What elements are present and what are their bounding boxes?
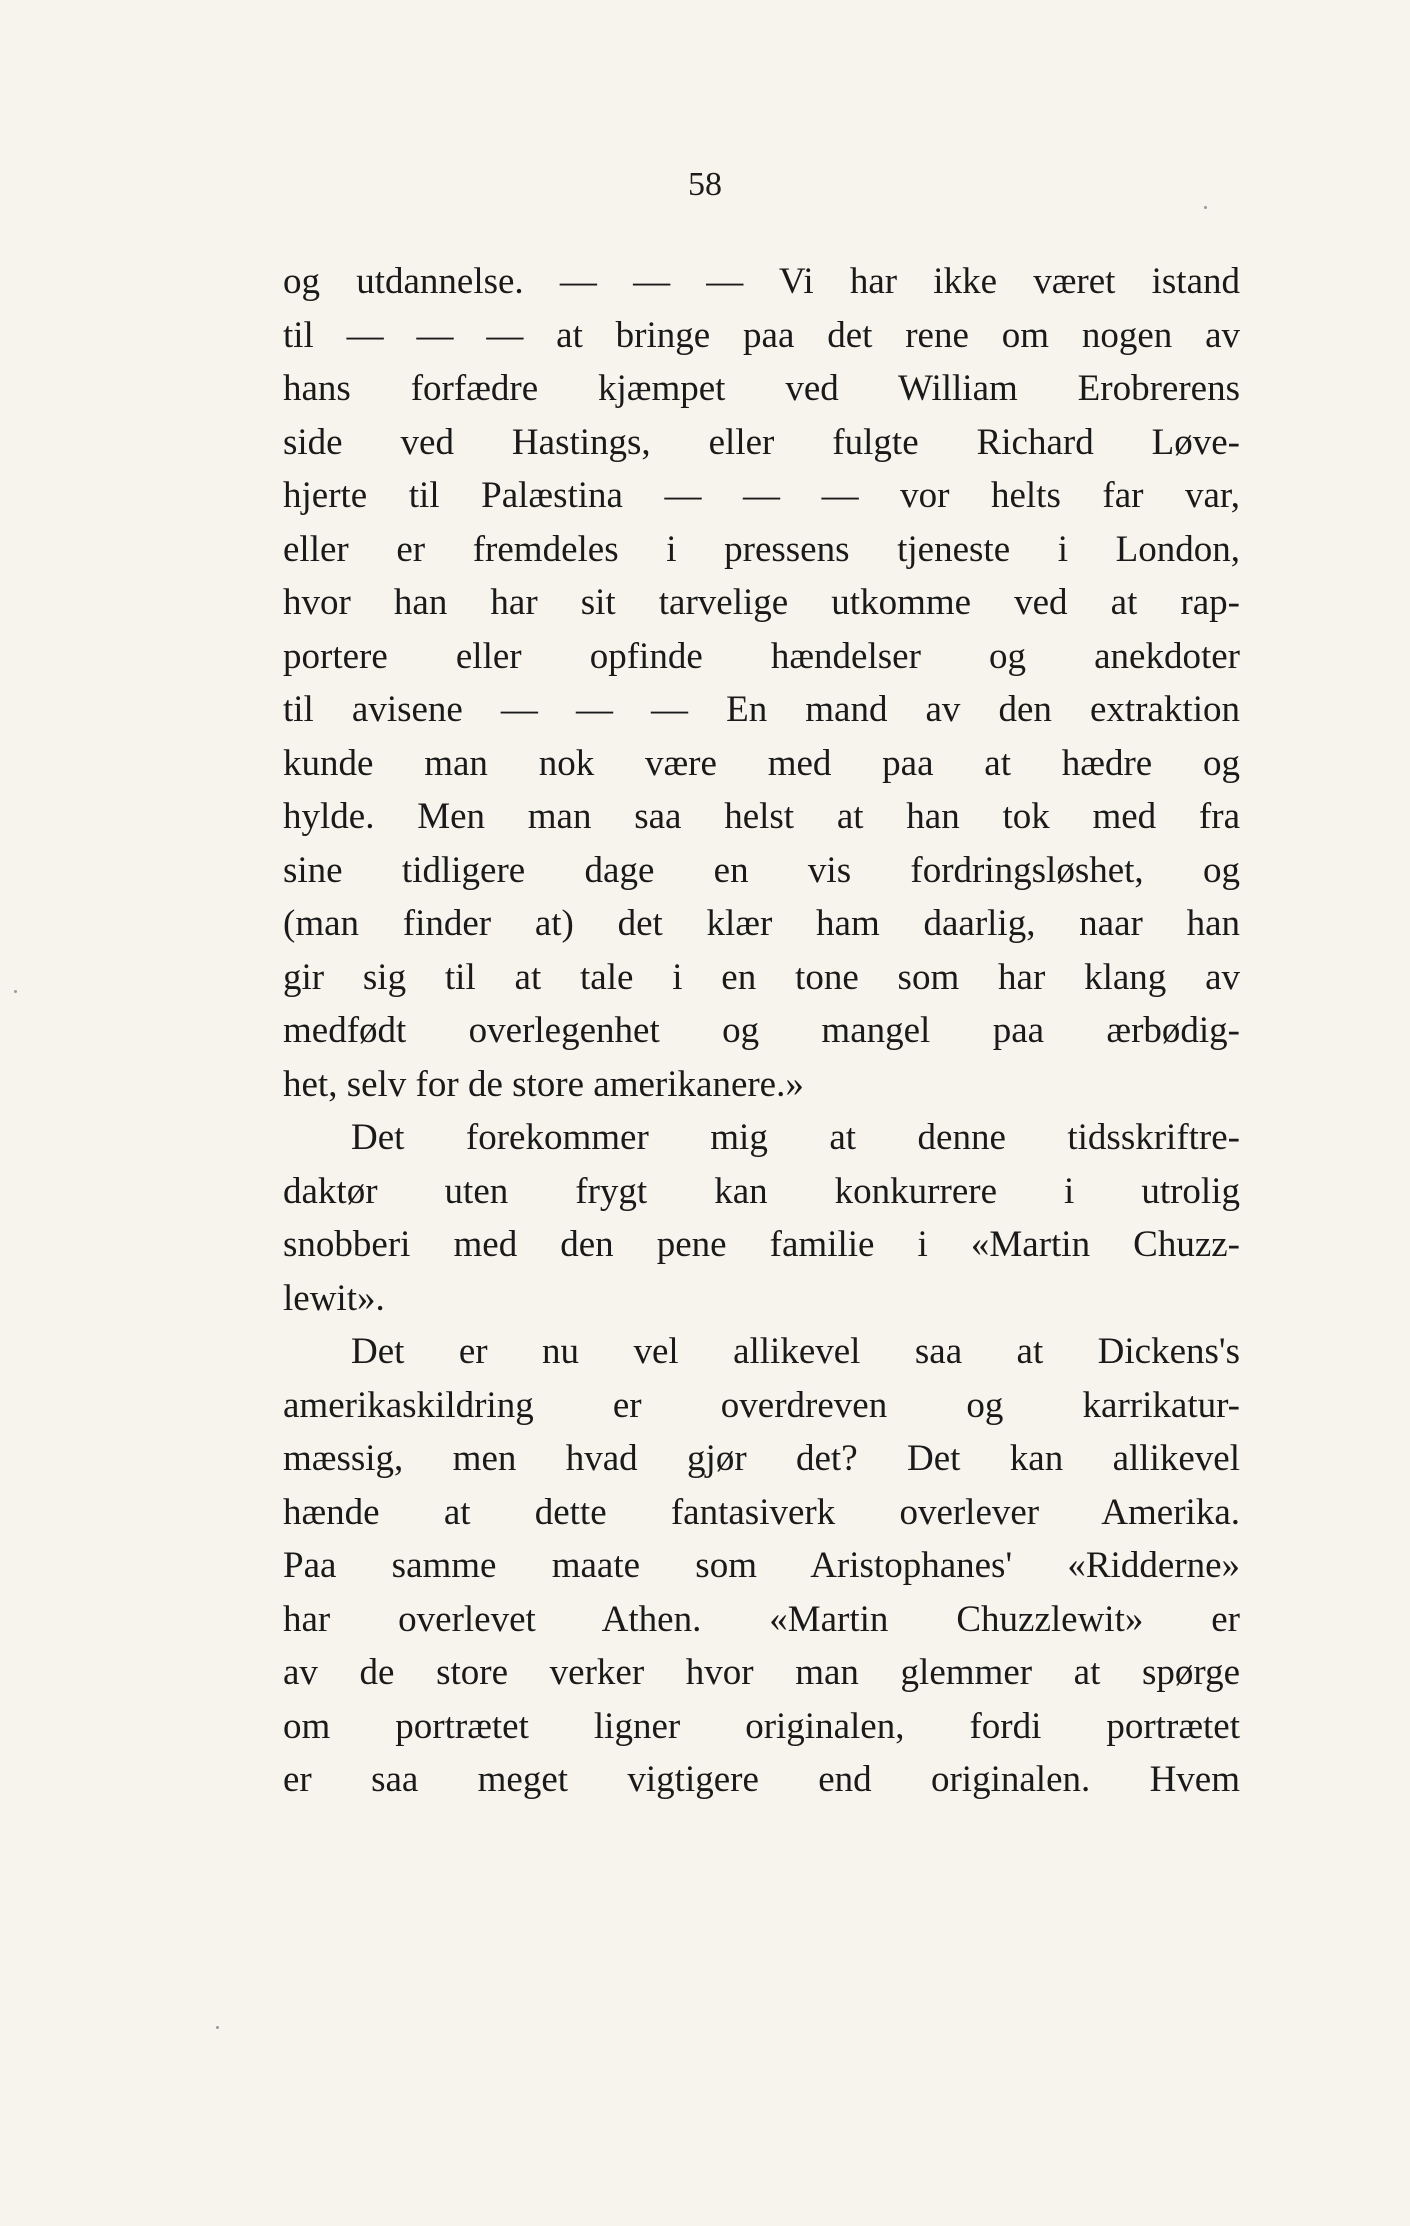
text-line: mæssig, men hvad gjør det? Det kan allikevel [283, 1438, 1240, 1479]
text-line: hænde at dette fantasiverk overlever Amerika. [283, 1491, 1240, 1533]
text-line: gir sig til at tale i en tone som har klang av [283, 956, 1240, 998]
text-line: til avisene — — — En mand av den extraktion [283, 689, 1240, 730]
text-line: medfødt overlegenhet og mangel paa ærbødig- [283, 1010, 1240, 1051]
text-line: Det forekommer mig at denne tidsskriftre- [351, 1117, 1240, 1158]
text-line: og utdannelse. — — — Vi har ikke været istand [283, 261, 1240, 302]
text-line: sine tidligere dage en vis fordringsløshet, og [283, 849, 1240, 891]
text-line: snobberi med den pene familie i «Martin Chuzz- [283, 1224, 1240, 1265]
text-line: er saa meget vigtigere end originalen. Hvem [283, 1759, 1240, 1800]
text-line: har overlevet Athen. «Martin Chuzzlewit» er [283, 1598, 1240, 1640]
text-line: eller er fremdeles i pressens tjeneste i London, [283, 528, 1240, 570]
text-line: kunde man nok være med paa at hædre og [283, 742, 1240, 784]
text-line: hylde. Men man saa helst at han tok med fra [283, 796, 1240, 837]
body-text [283, 255, 1240, 1807]
paper-speck [14, 990, 17, 993]
text-line: om portrætet ligner originalen, fordi portrætet [283, 1705, 1240, 1747]
paper-speck [216, 2026, 219, 2029]
text-line: hjerte til Palæstina — — — vor helts far var, [283, 475, 1240, 516]
text-line: lewit». [283, 1277, 385, 1319]
text-line: Paa samme maate som Aristophanes' «Ridderne» [283, 1545, 1240, 1586]
text-line: hvor han har sit tarvelige utkomme ved at rap- [283, 582, 1240, 623]
text-line: av de store verker hvor man glemmer at spørge [283, 1652, 1240, 1693]
text-line: het, selv for de store amerikanere.» [283, 1063, 804, 1105]
text-line: daktør uten frygt kan konkurrere i utrolig [283, 1170, 1240, 1212]
text-line: (man finder at) det klær ham daarlig, naar han [283, 903, 1240, 944]
page-number: 58 [688, 166, 722, 203]
paper-speck [1204, 206, 1207, 209]
text-line: til — — — at bringe paa det rene om nogen av [283, 314, 1240, 356]
text-line: hans forfædre kjæmpet ved William Erobrerens [283, 368, 1240, 409]
text-line: amerikaskildring er overdreven og karrikatur- [283, 1384, 1240, 1426]
text-line: portere eller opfinde hændelser og anekdoter [283, 635, 1240, 677]
text-line: Det er nu vel allikevel saa at Dickens's [351, 1331, 1240, 1372]
text-line: side ved Hastings, eller fulgte Richard Løve- [283, 421, 1240, 463]
